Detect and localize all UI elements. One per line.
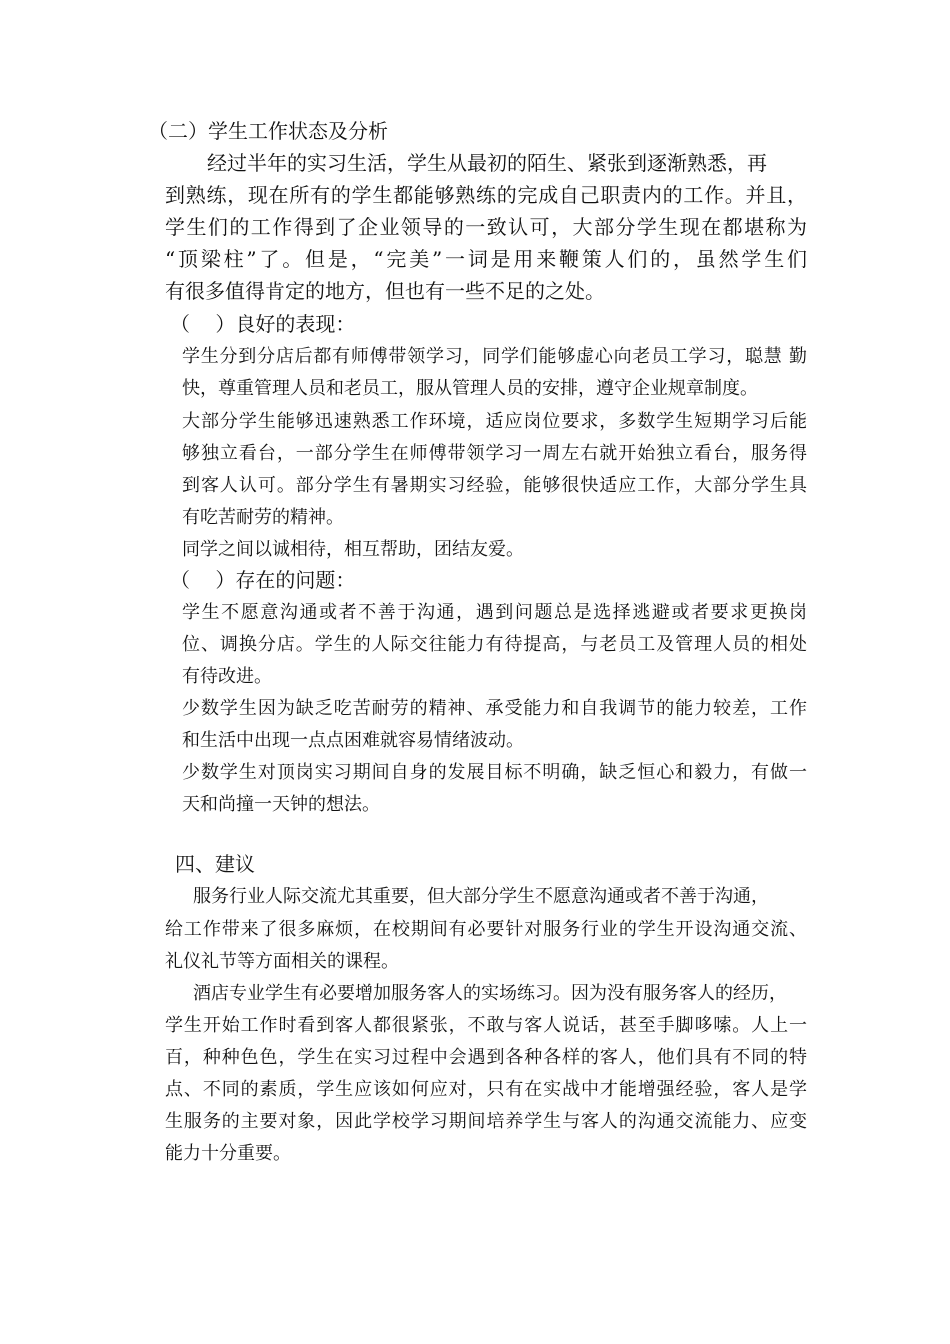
intro-line: 到熟练，现在所有的学生都能够熟练的完成自己职责内的工作。并且， — [165, 183, 807, 207]
suggestion-line: 礼仪礼节等方面相关的课程。 — [165, 951, 399, 972]
good-line: 学生分到分店后都有师傅带领学习，同学们能够虚心向老员工学习，聪慧 勤 — [182, 346, 807, 367]
subheading-good-performance: （ ）良好的表现： — [170, 312, 356, 336]
good-line: 够独立看台，一部分学生在师傅带领学习一周左右就开始独立看台，服务得 — [182, 443, 807, 464]
suggestion-line: 酒店专业学生有必要增加服务客人的实场练习。因为没有服务客人的经历， — [193, 983, 787, 1004]
intro-line: 学生们的工作得到了企业领导的一致认可，大部分学生现在都堪称为 — [165, 215, 807, 239]
suggestion-line: 学生开始工作时看到客人都很紧张，不敢与客人说话，甚至手脚哆嗦。人上一 — [165, 1015, 807, 1036]
section-heading-student-work-status: （二）学生工作状态及分析 — [148, 119, 388, 143]
good-line: 到客人认可。部分学生有暑期实习经验，能够很快适应工作，大部分学生具 — [182, 475, 807, 496]
suggestion-line: 服务行业人际交流尤其重要，但大部分学生不愿意沟通或者不善于沟通， — [193, 886, 769, 907]
suggestion-line: 百，种种色色，学生在实习过程中会遇到各种各样的客人，他们具有不同的特 — [165, 1047, 807, 1068]
subheading-existing-problems: （ ）存在的问题： — [170, 568, 356, 592]
section-heading-suggestions: 四、建议 — [175, 852, 255, 876]
problem-line: 少数学生对顶岗实习期间自身的发展目标不明确，缺乏恒心和毅力，有做一 — [182, 762, 807, 783]
suggestion-line: 点、不同的素质，学生应该如何应对，只有在实战中才能增强经验，客人是学 — [165, 1079, 807, 1100]
problem-line: 少数学生因为缺乏吃苦耐劳的精神、承受能力和自我调节的能力较差，工作 — [182, 698, 807, 719]
good-line: 快，尊重管理人员和老员工，服从管理人员的安排，遵守企业规章制度。 — [182, 378, 758, 399]
problem-line: 天和尚撞一天钟的想法。 — [182, 794, 380, 815]
good-line: 大部分学生能够迅速熟悉工作环境，适应岗位要求，多数学生短期学习后能 — [182, 411, 807, 432]
problem-line: 有待改进。 — [182, 666, 272, 687]
problem-line: 和生活中出现一点点困难就容易情绪波动。 — [182, 730, 524, 751]
good-line: 同学之间以诚相待，相互帮助，团结友爱。 — [182, 539, 524, 560]
problem-line: 学生不愿意沟通或者不善于沟通，遇到问题总是选择逃避或者要求更换岗 — [182, 602, 807, 623]
problem-line: 位、调换分店。学生的人际交往能力有待提高，与老员工及管理人员的相处 — [182, 634, 807, 655]
suggestion-line: 给工作带来了很多麻烦，在校期间有必要针对服务行业的学生开设沟通交流、 — [165, 919, 807, 940]
suggestion-line: 能力十分重要。 — [165, 1143, 291, 1164]
good-line: 有吃苦耐劳的精神。 — [182, 507, 344, 528]
intro-line: 经过半年的实习生活，学生从最初的陌生、紧张到逐渐熟悉，再 — [207, 151, 767, 175]
suggestion-line: 生服务的主要对象，因此学校学习期间培养学生与客人的沟通交流能力、应变 — [165, 1111, 807, 1132]
intro-line: “顶梁柱”了。但是，“完美”一词是用来鞭策人们的，虽然学生们 — [165, 247, 807, 271]
intro-line: 有很多值得肯定的地方，但也有一些不足的之处。 — [165, 279, 605, 303]
